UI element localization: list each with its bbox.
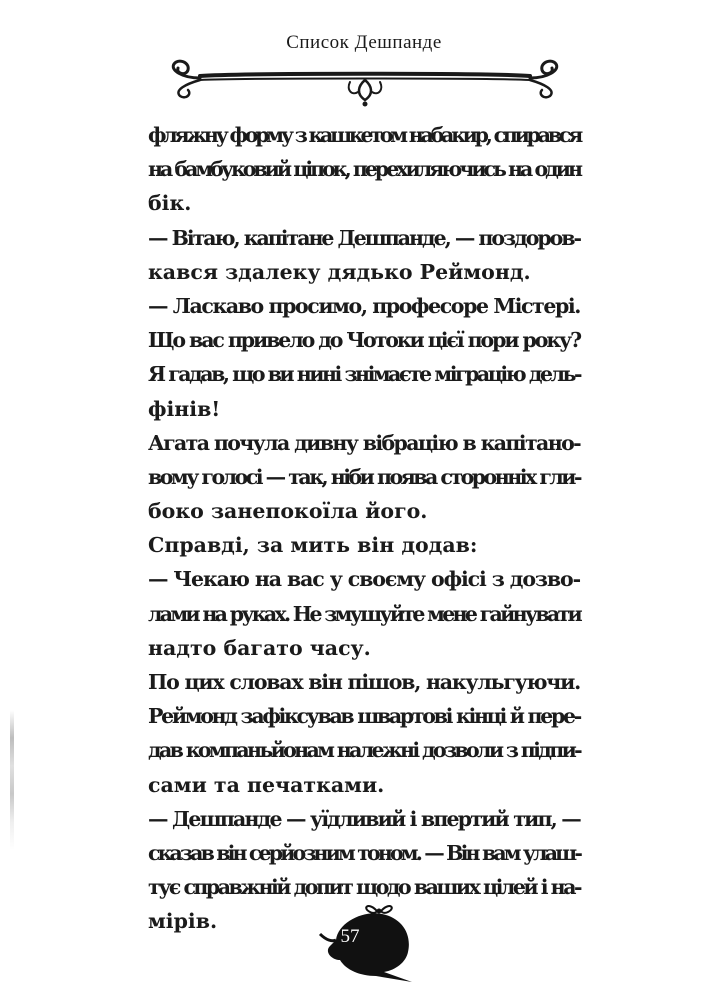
text-line: — Чекаю на вас у своєму офісі з дозво- — [148, 567, 580, 592]
text-line: Що вас привело до Чотоки цієї пори року? — [148, 328, 580, 353]
text-line: боко занепокоїла його. — [148, 499, 428, 524]
scan-edge-shadow — [10, 710, 14, 850]
text-line: сами та печатками. — [148, 772, 385, 797]
body-text — [148, 118, 580, 939]
text-line: на бамбуковий ціпок, перехиляючись на один — [148, 157, 580, 182]
text-line: — Дешпанде — уїдливий і впертий тип, — — [148, 806, 580, 831]
text-line: сказав він серйозним тоном. — Він вам улаш- — [148, 840, 580, 865]
text-line: бік. — [148, 191, 192, 216]
text-line: тує справжній допит щодо ваших цілей і на- — [148, 875, 580, 900]
text-line: вому голосі — так, ніби поява сторонніх гли- — [148, 464, 580, 489]
text-line: Справді, за мить він додав: — [148, 533, 478, 558]
text-line: Агата почула дивну вібрацію в капітано- — [148, 430, 580, 455]
page-number: 57 — [340, 926, 360, 947]
text-line: фляжну форму з кашкетом набакир, спирався — [148, 123, 580, 147]
text-line: — Ласкаво просимо, професоре Містері. — [148, 293, 580, 318]
text-line: — Вітаю, капітане Дешпанде, — поздоров- — [148, 225, 580, 250]
text-line: кався здалеку дядько Реймонд. — [148, 259, 531, 284]
text-line: мірів. — [148, 909, 218, 934]
text-line: дав компаньйонам належні дозволи з підпи- — [148, 738, 580, 763]
text-line: Я гадав, що ви нині знімаєте міграцію дель- — [148, 362, 580, 387]
text-line: Реймонд зафіксував швартові кінці й пере- — [148, 704, 580, 729]
text-line: лами на руках. Не змушуйте мене гайнувати — [148, 601, 580, 626]
running-title: Список Дешпанде — [286, 32, 442, 53]
scroll-flourish-icon — [160, 58, 570, 108]
text-line: По цих словах він пішов, накульгуючи. — [148, 670, 580, 694]
text-line: надто багато часу. — [148, 635, 371, 660]
text-line: фінів! — [148, 396, 221, 421]
